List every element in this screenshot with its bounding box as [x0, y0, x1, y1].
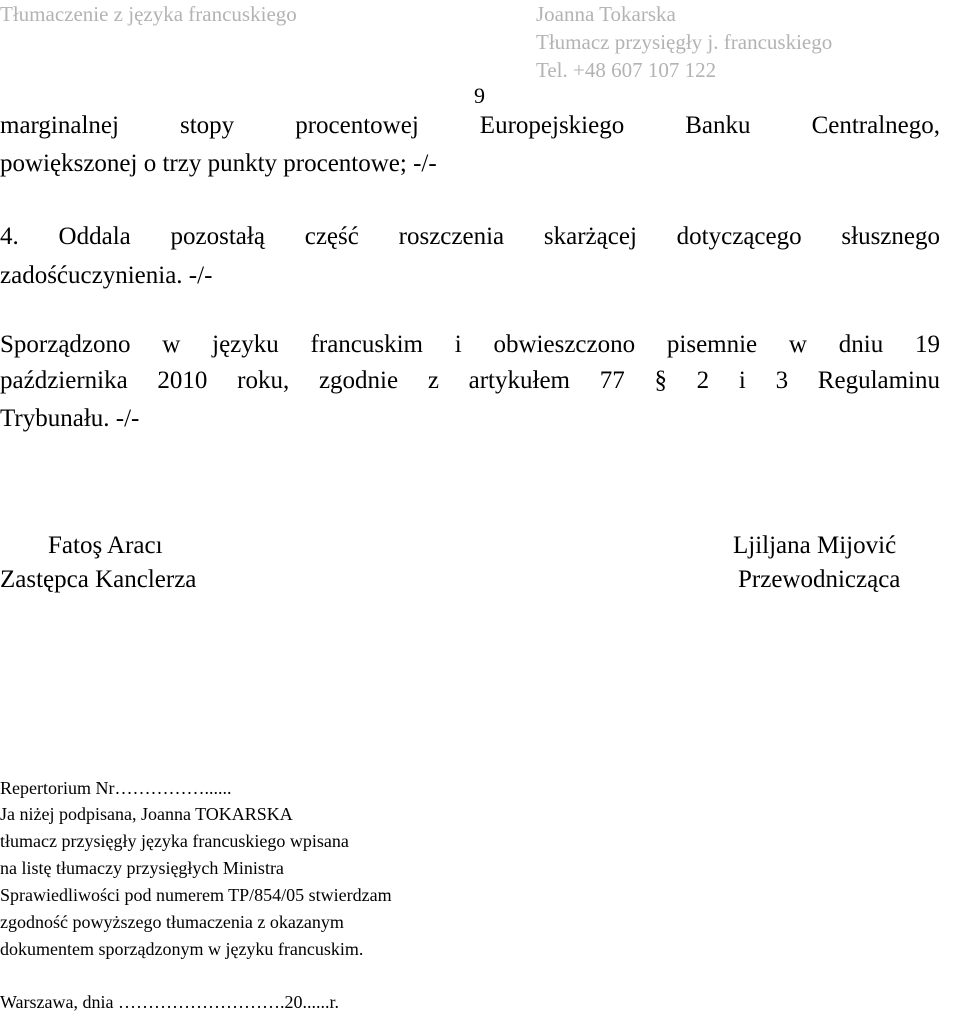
paragraph-2-line-1: 4. Oddala pozostałą część roszczenia skarżącej dotyczącego słusznego	[0, 223, 940, 250]
header-translator-phone: Tel. +48 607 107 122	[536, 58, 717, 82]
certification-line-5: zgodność powyższego tłumaczenia z okazanym	[0, 912, 344, 932]
signature-right-role: Przewodnicząca	[738, 566, 901, 593]
paragraph-1-line-1: marginalnej stopy procentowej Europejskiego Banku Centralnego,	[0, 112, 940, 139]
certification-date-line: Warszawa, dnia ……………………….20......r.	[0, 992, 339, 1012]
certification-line-3: na listę tłumaczy przysięgłych Ministra	[0, 858, 284, 878]
certification-line-6: dokumentem sporządzonym w języku francuskim.	[0, 939, 364, 959]
certification-line-4: Sprawiedliwości pod numerem TP/854/05 stwierdzam	[0, 885, 392, 905]
signature-right-name: Ljiljana Mijović	[733, 532, 897, 559]
header-translation-note: Tłumaczenie z języka francuskiego	[0, 2, 297, 26]
paragraph-3-line-1: Sporządzono w języku francuskim i obwieszczono pisemnie w dniu 19	[0, 331, 940, 358]
repertorium-number: Repertorium Nr……………......	[0, 778, 232, 798]
signature-left-role: Zastępca Kanclerza	[0, 566, 197, 593]
certification-line-2: tłumacz przysięgły języka francuskiego wpisana	[0, 831, 349, 851]
paragraph-3-line-3: Trybunału. -/-	[0, 405, 140, 432]
page-number: 9	[474, 83, 485, 108]
header-translator-name: Joanna Tokarska	[536, 2, 676, 26]
paragraph-3-line-2: października 2010 roku, zgodnie z artykułem 77 § 2 i 3 Regulaminu	[0, 367, 940, 394]
paragraph-1-line-2: powiększonej o trzy punkty procentowe; -/-	[0, 150, 437, 177]
paragraph-2-line-2: zadośćuczynienia. -/-	[0, 262, 213, 289]
header-translator-title: Tłumacz przysięgły j. francuskiego	[536, 30, 833, 54]
certification-line-1: Ja niżej podpisana, Joanna TOKARSKA	[0, 804, 293, 824]
header-translator-block	[536, 0, 832, 84]
signature-left-name: Fatoş Aracı	[48, 532, 163, 559]
